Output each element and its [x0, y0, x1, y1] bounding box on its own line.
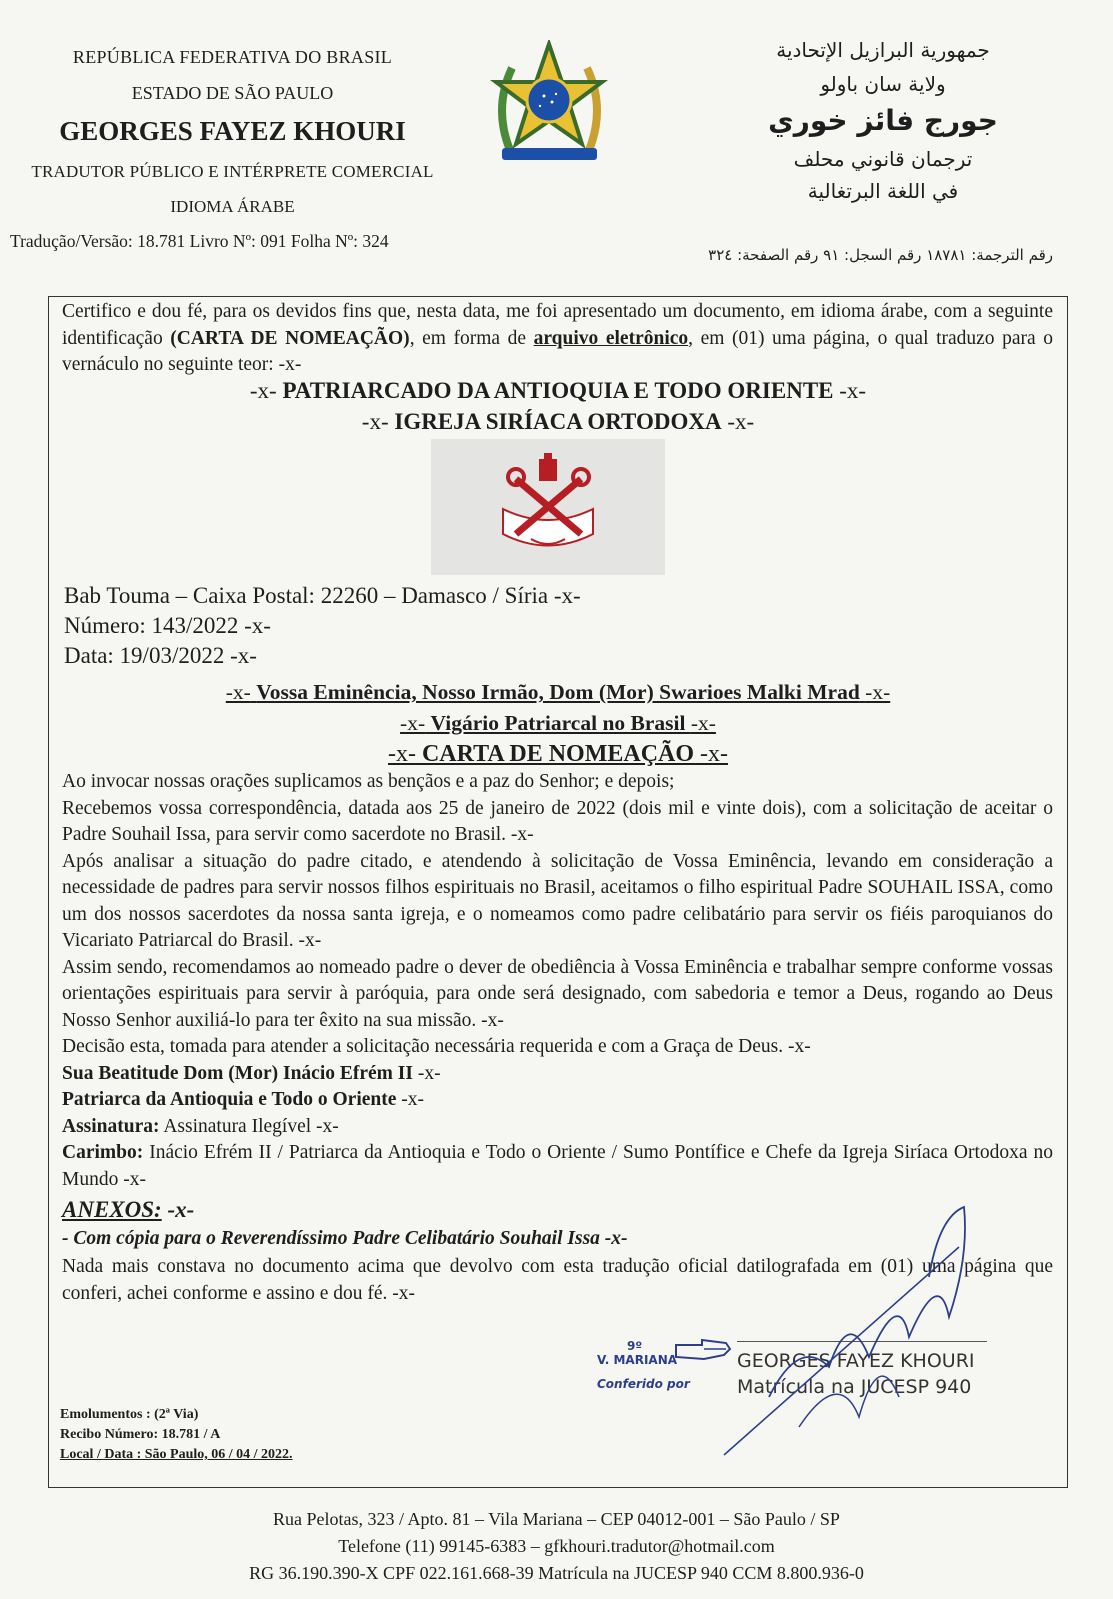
country-name-arabic: جمهورية البرازيل الإتحادية — [776, 38, 990, 62]
translation-reference-arabic: رقم الترجمة: ١٨٧٨١ رقم السجل: ٩١ رقم الصفحة: ٣٢٤ — [708, 246, 1053, 264]
translator-language-arabic: في اللغة البرتغالية — [807, 179, 959, 203]
verification-stamp: 9º V. MARIANA Conferido por — [597, 1339, 690, 1391]
translator-name: GEORGES FAYEZ KHOURI — [59, 116, 406, 146]
signatory-title: Patriarca da Antioquia e Todo o Oriente -x- — [62, 1089, 425, 1110]
addressee-name: Vossa Eminência, Nosso Irmão, Dom (Mor) Swarioes Malki Mrad — [256, 680, 860, 704]
footer — [0, 1506, 1113, 1587]
translator-language: IDIOMA ÁRABE — [170, 197, 295, 216]
paragraph: Após analisar a situação do padre citado, e atendendo à solicitação de Vossa Eminência, levando em consideração a necessidade de padres para servir nossos filhos espirituais no Brasil, aceitamos o filho espiritual Padre SOUHAIL ISSA, como um dos nossos sacerdotes da nossa santa igreja, e o nomeamos como padre celibatário para servir os fiéis paroquianos do Vicariato Patriarcal do Brasil. -x- — [62, 850, 1053, 951]
translation-reference: Tradução/Versão: 18.781 Livro Nº: 091 Folha Nº: 324 — [10, 231, 389, 251]
intro-paragraph: Certifico e dou fé, para os devidos fins que, nesta data, me foi apresentado um documento, em idioma árabe, com a seguinte identificação (CARTA DE NOMEAÇÃO), em forma de arquivo eletrônico, em (01) uma página, o qual traduzo para o vernáculo no seguinte teor: -x- — [62, 301, 1053, 375]
translator-role-arabic: ترجمان قانوني محلف — [793, 147, 973, 171]
addressee-title: Vigário Patriarcal no Brasil — [430, 711, 686, 735]
footer-address: Rua Pelotas, 323 / Apto. 81 – Vila Mariana – CEP 04012-001 – São Paulo / SP — [273, 1509, 840, 1529]
letter-number: Número: 143/2022 -x- — [64, 613, 271, 638]
fees-line: Local / Data : São Paulo, 06 / 04 / 2022. — [60, 1447, 293, 1462]
signer-registration: Matrícula na JUCESP 940 — [737, 1376, 972, 1398]
paragraph: Decisão esta, tomada para atender a solicitação necessária requerida e com a Graça de Deus. -x- — [62, 1036, 811, 1057]
footer-contact: Telefone (11) 99145-6383 – gfkhouri.tradutor@hotmail.com — [338, 1536, 775, 1556]
document-type: (CARTA DE NOMEAÇÃO) — [170, 327, 410, 349]
footer-registration: RG 36.190.390-X CPF 022.161.668-39 Matrícula na JUCESP 940 CCM 8.800.936-0 — [249, 1563, 864, 1583]
fees-line: Emolumentos : (2ª Via) — [60, 1407, 199, 1422]
header-right — [713, 38, 1053, 203]
heading-church: -x- IGREJA SIRÍACA ORTODOXA -x- — [361, 409, 755, 434]
paragraph: Ao invocar nossas orações suplicamos as bençãos e a paz do Senhor; e depois; — [62, 771, 675, 792]
fees-block — [60, 1405, 293, 1465]
fees-line: Recibo Número: 18.781 / A — [60, 1427, 221, 1442]
translator-name-arabic: جورج فائز خوري — [768, 104, 998, 137]
signatory-name: Sua Beatitude Dom (Mor) Inácio Efrém II -x- — [62, 1062, 441, 1084]
addressee-block: -x- Vossa Eminência, Nosso Irmão, Dom (Mor) Swarioes Malki Mrad -x- -x- Vigário Patriarcal no Brasil -x- -x- CARTA DE NOMEAÇÃO -x- — [225, 680, 891, 767]
annexes-heading: ANEXOS: -x- — [62, 1197, 195, 1222]
signer-name: GEORGES FAYEZ KHOURI — [737, 1350, 975, 1372]
translation-box — [48, 296, 1068, 1488]
copy-note: - Com cópia para o Reverendíssimo Padre Celibatário Souhail Issa -x- — [62, 1227, 628, 1249]
sender-info — [64, 581, 581, 671]
translator-role: TRADUTOR PÚBLICO E INTÉRPRETE COMERCIAL — [31, 162, 434, 181]
brazil-coat-of-arms-icon — [482, 40, 617, 175]
paragraph: Assim sendo, recomendamos ao nomeado padre o dever de obediência à Vossa Eminência e trabalhar sempre conforme vossas orientações espirituais para servir à paróquia, para onde será designado, com sabedoria e temor a Deus, rogando ao Deus Nosso Senhor auxiliá-lo para ter êxito na sua missão. -x- — [62, 956, 1053, 1031]
sender-address: Bab Touma – Caixa Postal: 22260 – Damasco / Síria -x- — [64, 583, 581, 608]
letter-date: Data: 19/03/2022 -x- — [64, 643, 257, 668]
letter-title: CARTA DE NOMEAÇÃO — [421, 741, 695, 767]
heading-patriarchate: -x- PATRIARCADO DA ANTIOQUIA E TODO ORIENTE -x- — [249, 378, 867, 403]
handwritten-signature-icon — [709, 1197, 1009, 1467]
paragraph: Recebemos vossa correspondência, datada aos 25 de janeiro de 2022 (dois mil e vinte dois), com a solicitação de aceitar o Padre Souhail Issa, para servir como sacerdote no Brasil. -x- — [62, 797, 1053, 845]
stamp-note: Carimbo: Inácio Efrém II / Patriarca da Antioquia e Todo o Oriente / Sumo Pontífice e Chefe da Igreja Siríaca Ortodoxa no Mundo -x- — [62, 1142, 1053, 1190]
state-name-arabic: ولاية سان باولو — [820, 72, 946, 96]
state-name: ESTADO DE SÃO PAULO — [131, 83, 334, 103]
country-name: REPÚBLICA FEDERATIVA DO BRASIL — [72, 47, 393, 67]
closing-paragraph: Nada mais constava no documento acima que devolvo com esta tradução oficial datilografada em (01) uma página que conferi, achei conforme e assino e dou fé. -x- — [62, 1256, 1053, 1304]
church-emblem-icon — [431, 439, 665, 575]
signature-note: Assinatura: Assinatura Ilegível -x- — [62, 1115, 339, 1137]
document-format: arquivo eletrônico — [533, 327, 689, 349]
header-left — [10, 48, 455, 251]
